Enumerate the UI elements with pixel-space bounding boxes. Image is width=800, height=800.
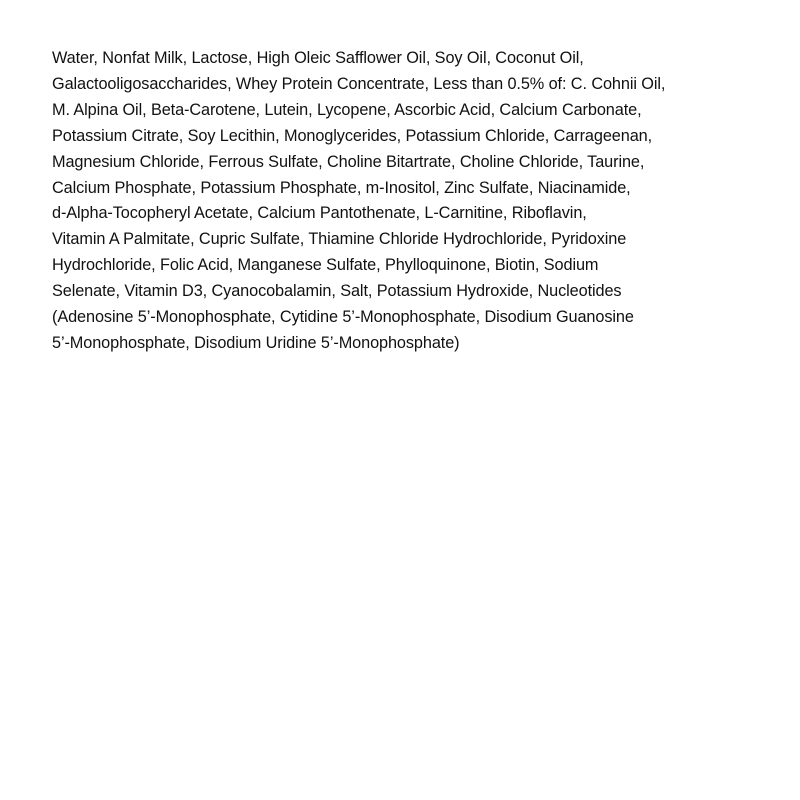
ingredients-line: Water, Nonfat Milk, Lactose, High Oleic Safflower Oil, Soy Oil, Coconut Oil,: [52, 49, 584, 67]
ingredients-line: Vitamin A Palmitate, Cupric Sulfate, Thiamine Chloride Hydrochloride, Pyridoxine: [52, 230, 627, 249]
ingredients-line: Calcium Phosphate, Potassium Phosphate, m-Inositol, Zinc Sulfate, Niacinamide,: [52, 178, 631, 197]
ingredients-line: Selenate, Vitamin D3, Cyanocobalamin, Salt, Potassium Hydroxide, Nucleotides: [52, 282, 622, 301]
ingredients-line: (Adenosine 5’-Monophosphate, Cytidine 5’-Monophosphate, Disodium Guanosine: [52, 308, 634, 327]
ingredients-line: 5’-Monophosphate, Disodium Uridine 5’-Monophosphate): [52, 333, 460, 352]
ingredients-text-block: [52, 46, 772, 357]
ingredients-line: d-Alpha-Tocopheryl Acetate, Calcium Pantothenate, L-Carnitine, Riboflavin,: [52, 204, 587, 223]
ingredients-line: Magnesium Chloride, Ferrous Sulfate, Choline Bitartrate, Choline Chloride, Taurine,: [52, 152, 645, 171]
ingredients-line: Galactooligosaccharides, Whey Protein Concentrate, Less than 0.5% of: C. Cohnii Oil,: [52, 74, 666, 93]
ingredients-line: Hydrochloride, Folic Acid, Manganese Sulfate, Phylloquinone, Biotin, Sodium: [52, 256, 599, 275]
ingredients-line: M. Alpina Oil, Beta-Carotene, Lutein, Lycopene, Ascorbic Acid, Calcium Carbonate,: [52, 100, 642, 119]
ingredients-line: Potassium Citrate, Soy Lecithin, Monoglycerides, Potassium Chloride, Carrageenan,: [52, 126, 653, 145]
